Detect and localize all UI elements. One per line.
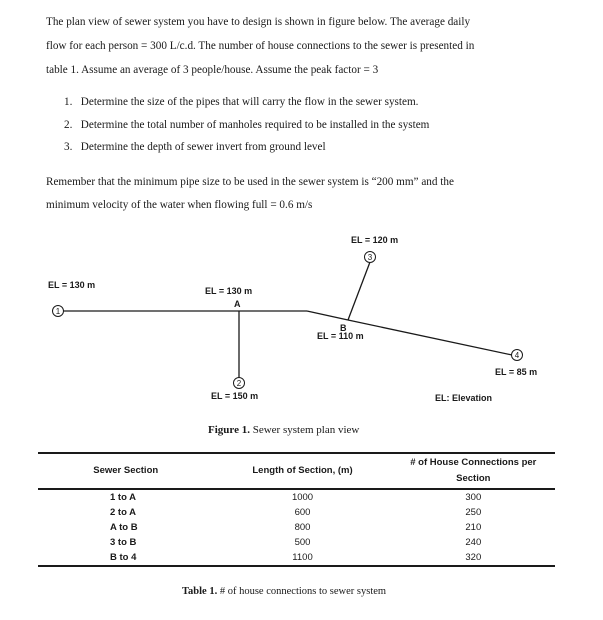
table-row	[38, 535, 555, 550]
cell-connections: 210	[465, 522, 482, 533]
node-2	[234, 378, 245, 389]
figure-caption	[208, 424, 359, 436]
cell-section: B to 4	[38, 550, 213, 566]
cell-length: 1000	[291, 492, 314, 503]
task-item-3	[64, 141, 326, 153]
table-header-row	[38, 453, 555, 489]
pipe-A-to-B	[307, 311, 348, 320]
node-3-number: 3	[367, 253, 373, 262]
sewer-system-diagram	[0, 225, 603, 425]
cell-section: 2 to A	[110, 507, 137, 518]
cell-connections: 300	[465, 492, 482, 503]
cell-connections: 250	[465, 507, 482, 518]
header-sewer-section: Sewer Section	[38, 453, 213, 489]
node-4-elevation: EL = 85 m	[495, 367, 538, 377]
cell-section: 3 to B	[110, 537, 137, 548]
cell-length: 500	[294, 537, 311, 548]
header-house-connections: # of House Connections per Section	[392, 453, 555, 489]
node-4	[512, 350, 523, 361]
node-1-elevation: EL = 130 m	[48, 280, 96, 290]
pipe-B-to-4	[348, 320, 512, 355]
intro-line-2: flow for each person = 300 L/c.d. The number of house connections to the sewer is presented in	[46, 40, 475, 52]
node-3-elevation: EL = 120 m	[351, 235, 399, 245]
cell-section: 1 to A	[110, 492, 137, 503]
figure-caption-text: Sewer system plan view	[249, 424, 360, 436]
note-line-2: minimum velocity of the water when flowing full = 0.6 m/s	[46, 199, 313, 211]
task-item-1	[64, 96, 418, 108]
task-text: Determine the size of the pipes that will carry the flow in the sewer system.	[80, 96, 419, 108]
node-A-label: A	[234, 299, 241, 309]
figure-caption-label: Figure 1.	[208, 424, 250, 436]
cell-length: 600	[294, 507, 311, 518]
node-2-number: 2	[236, 379, 242, 388]
cell-section: A to B	[110, 522, 138, 533]
pipe-3-to-B	[348, 262, 370, 320]
node-3	[365, 252, 376, 263]
node-A-elevation: EL = 130 m	[205, 286, 253, 296]
table-caption-text: # of house connections to sewer system	[217, 586, 387, 597]
table-row	[38, 520, 555, 535]
node-B-label: B	[340, 323, 347, 333]
cell-connections: 240	[465, 537, 482, 548]
task-number: 2.	[64, 119, 73, 131]
task-item-2	[64, 119, 429, 131]
table-caption-label: Table 1.	[182, 586, 218, 597]
header-length: Length of Section, (m)	[213, 453, 391, 489]
note-line-1: Remember that the minimum pipe size to be used in the sewer system is “200 mm” and the	[46, 176, 454, 188]
node-B-elevation: EL = 110 m	[317, 331, 364, 341]
node-4-number: 4	[514, 351, 520, 360]
table-row	[38, 489, 555, 505]
node-1	[53, 306, 64, 317]
task-number: 1.	[64, 96, 73, 108]
intro-line-3: table 1. Assume an average of 3 people/house. Assume the peak factor = 3	[46, 64, 379, 76]
table-row	[38, 550, 555, 566]
node-2-elevation: EL = 150 m	[211, 391, 259, 401]
intro-line-1: The plan view of sewer system you have to design is shown in figure below. The average daily	[46, 16, 471, 28]
cell-length: 800	[294, 522, 311, 533]
task-number: 3.	[64, 141, 73, 153]
cell-length: 1100	[213, 550, 391, 566]
cell-connections: 320	[392, 550, 555, 566]
task-text: Determine the depth of sewer invert from ground level	[80, 141, 326, 153]
table-row	[38, 505, 555, 520]
house-connections-table	[38, 452, 555, 567]
table-caption	[182, 586, 386, 597]
task-text: Determine the total number of manholes required to be installed in the system	[80, 119, 430, 131]
elevation-legend: EL: Elevation	[435, 393, 493, 403]
node-1-number: 1	[55, 307, 61, 316]
